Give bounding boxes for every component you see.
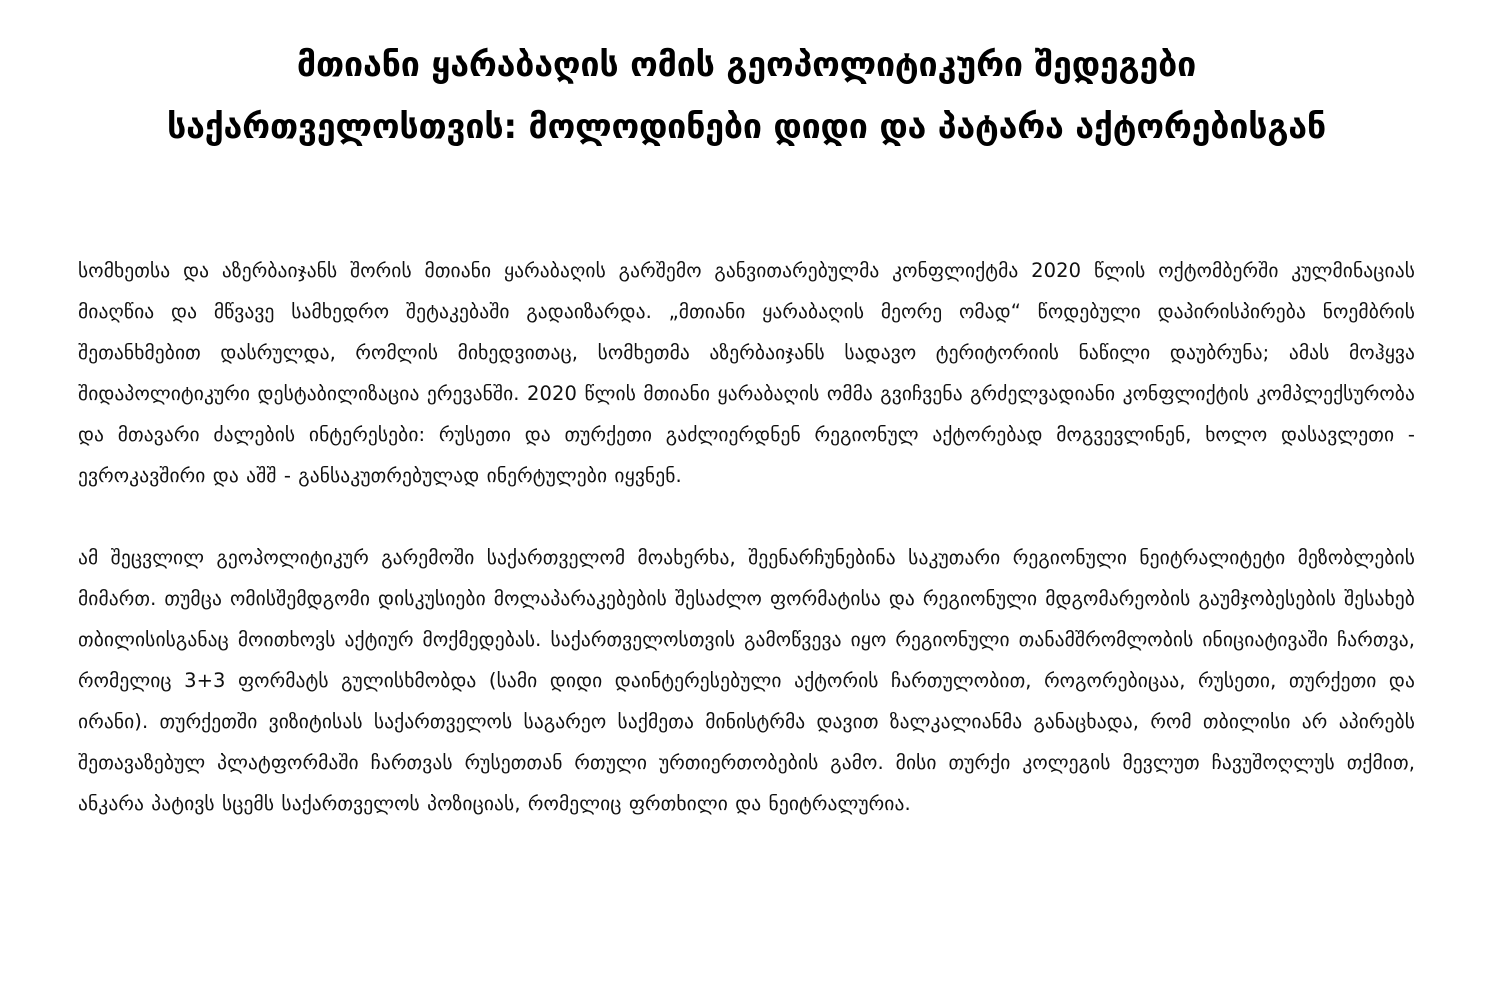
title-line-1: მთიანი ყარაბაღის ომის გეოპოლიტიკური შედეგები — [296, 45, 1197, 85]
paragraph-2: ამ შეცვლილ გეოპოლიტიკურ გარემოში საქართველომ მოახერხა, შეენარჩუნებინა საკუთარი რეგიონული ნეიტრალიტეტი მეზობლების მიმართ. თუმცა ომისშემდგომი დისკუსიები მოლაპარაკებების შესაძლო ფორმატისა და რეგიონული მდგომარეობის გაუმჯობესების შესახებ თბილისისგანაც მოითხოვს აქტიურ მოქმედებას. საქართველოსთვის გამოწვევა იყო რეგიონული თანამშრომლობის ინიციატივაში ჩართვა, რომელიც 3+3 ფორმატს გულისხმობდა (სამი დიდი დაინტერესებული აქტორის ჩართულობით, როგორებიცაა, რუსეთი, თურქეთი და ირანი). თურქეთში ვიზიტისას საქართველოს საგარეო საქმეთა მინისტრმა დავით ზალკალიანმა განაცხადა, რომ თბილისი არ აპირებს შეთავაზებულ პლატფორმაში ჩართვას რუსეთთან რთული ურთიერთობების გამო. მისი თურქი კოლეგის მევლუთ ჩავუშოღლუს თქმით, ანკარა პატივს სცემს საქართველოს პოზიციას, რომელიც ფრთხილი და ნეიტრალურია. — [78, 546, 1415, 815]
document-body — [78, 250, 1415, 824]
paragraph-1: სომხეთსა და აზერბაიჯანს შორის მთიანი ყარაბაღის გარშემო განვითარებულმა კონფლიქტმა 2020 წლის ოქტომბერში კულმინაციას მიაღწია და მწვავე სამხედრო შეტაკებაში გადაიზარდა. „მთიანი ყარაბაღის მეორე ომად“ წოდებული დაპირისპირება ნოემბრის შეთანხმებით დასრულდა, რომლის მიხედვითაც, სომხეთმა აზერბაიჯანს სადავო ტერიტორიის ნაწილი დაუბრუნა; ამას მოჰყვა შიდაპოლიტიკური დესტაბილიზაცია ერევანში. 2020 წლის მთიანი ყარაბაღის ომმა გვიჩვენა გრძელვადიანი კონფლიქტის კომპლექსურობა და მთავარი ძალების ინტერესები: რუსეთი და თურქეთი გაძლიერდნენ რეგიონულ აქტორებად მოგვევლინენ, ხოლო დასავლეთი - ევროკავშირი და აშშ - განსაკუთრებულად ინერტულები იყვნენ. — [78, 259, 1415, 487]
document-title — [78, 34, 1415, 158]
title-line-2: საქართველოსთვის: მოლოდინები დიდი და პატარა აქტორებისგან — [166, 107, 1327, 147]
